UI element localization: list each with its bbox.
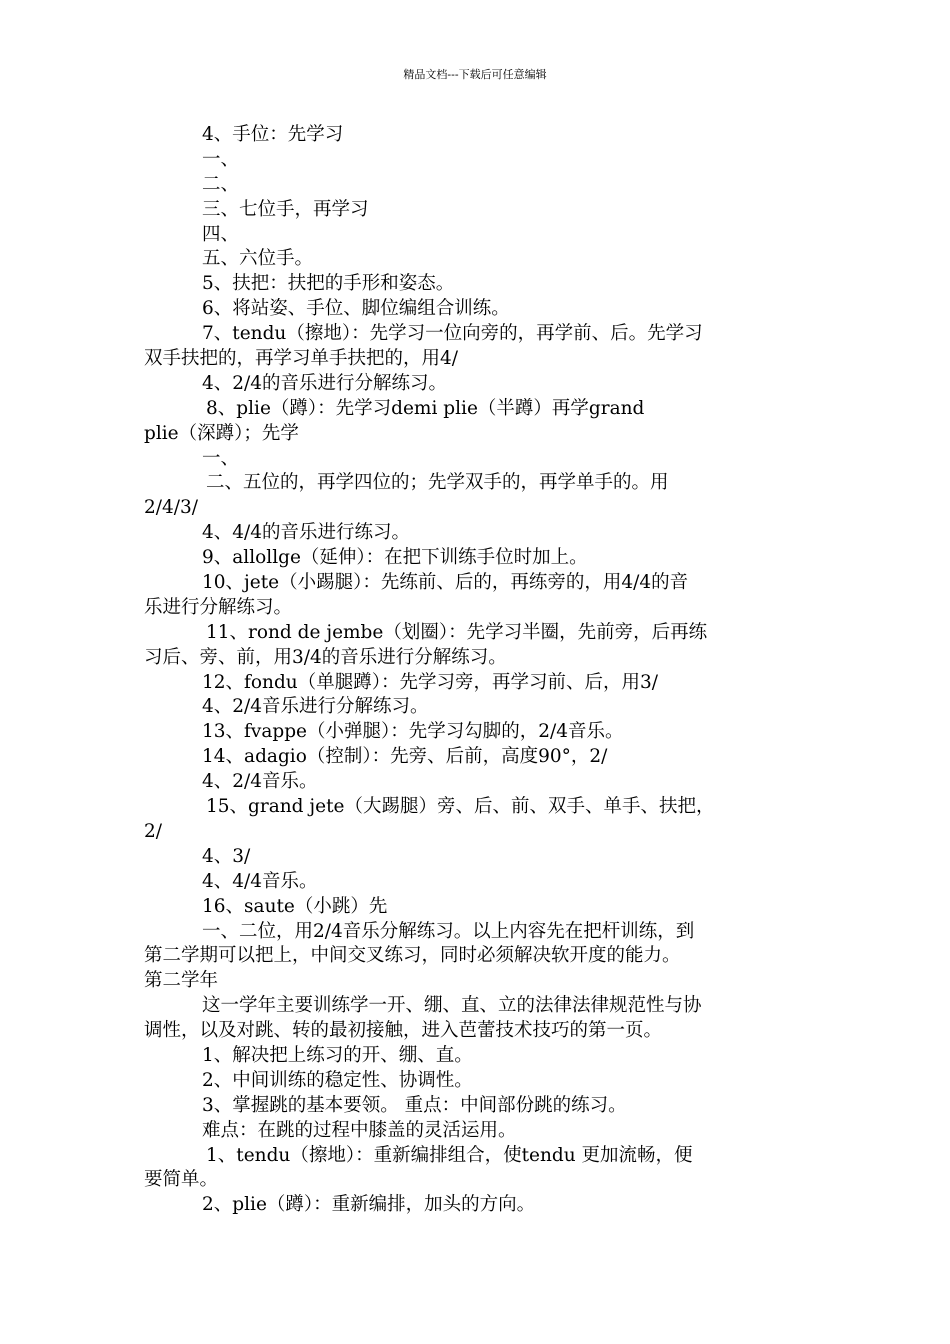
text-line: 一、 xyxy=(202,447,240,469)
text-line: plie（深蹲）；先学 xyxy=(144,422,299,444)
text-line: 4、3/ xyxy=(202,845,251,867)
text-line: 二、 xyxy=(202,173,240,195)
text-line: 15、grand jete（大踢腿）旁、后、前、双手、单手、扶把， xyxy=(206,796,715,818)
text-line: 6、将站姿、手位、脚位编组合训练。 xyxy=(202,298,510,320)
text-line: 2/ xyxy=(144,820,163,842)
text-line: 12、fondu（单腿蹲）：先学习旁，再学习前、后，用3/ xyxy=(202,671,658,693)
text-line: 13、fvappe（小弹腿）：先学习勾脚的，2/4音乐。 xyxy=(202,721,624,743)
text-line: 4、2/4的音乐进行分解练习。 xyxy=(202,372,448,394)
text-line: 三、七位手，再学习 xyxy=(202,198,369,220)
text-line: 难点：在跳的过程中膝盖的灵活运用。 xyxy=(202,1119,517,1141)
text-line: 4、4/4的音乐进行练习。 xyxy=(202,522,411,544)
text-line: 5、扶把：扶把的手形和姿态。 xyxy=(202,273,455,295)
text-line: 五、六位手。 xyxy=(202,248,314,270)
text-line: 一、 xyxy=(202,148,240,170)
text-line: 9、allollge（延伸）：在把下训练手位时加上。 xyxy=(202,547,588,569)
page-header: 精品文档---下载后可任意编辑 xyxy=(403,68,547,81)
text-line: 习后、旁、前，用3/4的音乐进行分解练习。 xyxy=(144,646,507,668)
text-line: 10、jete（小踢腿）：先练前、后的，再练旁的，用4/4的音 xyxy=(202,572,689,594)
text-line: 要简单。 xyxy=(144,1169,219,1191)
text-line: 11、rond de jembe（划圈）：先学习半圈，先前旁，后再练 xyxy=(206,621,708,643)
text-line: 2、中间训练的稳定性、协调性。 xyxy=(202,1069,473,1091)
text-line: 调性，以及对跳、转的最初接触，进入芭蕾技术技巧的第一页。 xyxy=(144,1020,663,1042)
text-line: 14、adagio（控制）：先旁、后前，高度90°，2/ xyxy=(202,746,608,768)
text-line: 1、tendu（擦地）：重新编排组合，使tendu 更加流畅，便 xyxy=(206,1144,693,1166)
text-line: 4、2/4音乐。 xyxy=(202,771,318,793)
text-line: 第二学年 xyxy=(144,970,219,992)
text-line: 双手扶把的，再学习单手扶把的，用4/ xyxy=(144,348,459,370)
text-line: 乐进行分解练习。 xyxy=(144,596,293,618)
text-line: 这一学年主要训练学一开、绷、直、立的法律法律规范性与协 xyxy=(202,995,702,1017)
text-line: 1、解决把上练习的开、绷、直。 xyxy=(202,1044,473,1066)
text-line: 第二学期可以把上，中间交叉练习，同时必须解决软开度的能力。 xyxy=(144,945,681,967)
text-line: 2、plie（蹲）：重新编排，加头的方向。 xyxy=(202,1194,536,1216)
document-body xyxy=(144,123,808,1218)
text-line: 2/4/3/ xyxy=(144,497,199,519)
text-line: 4、2/4音乐进行分解练习。 xyxy=(202,696,429,718)
text-line: 7、tendu（擦地）：先学习一位向旁的，再学前、后。先学习 xyxy=(202,323,703,345)
text-line: 3、掌握跳的基本要领。 重点：中间部份跳的练习。 xyxy=(202,1094,627,1116)
text-line: 二、五位的，再学四位的；先学双手的，再学单手的。用 xyxy=(206,472,669,494)
text-line: 16、saute（小跳）先 xyxy=(202,895,388,917)
text-line: 8、plie（蹲）：先学习demi plie（半蹲）再学grand xyxy=(206,397,645,419)
text-line: 4、手位：先学习 xyxy=(202,124,344,145)
text-line: 一、二位，用2/4音乐分解练习。以上内容先在把杆训练，到 xyxy=(202,920,695,942)
text-line: 四、 xyxy=(202,223,240,245)
text-line: 4、4/4音乐。 xyxy=(202,870,318,892)
